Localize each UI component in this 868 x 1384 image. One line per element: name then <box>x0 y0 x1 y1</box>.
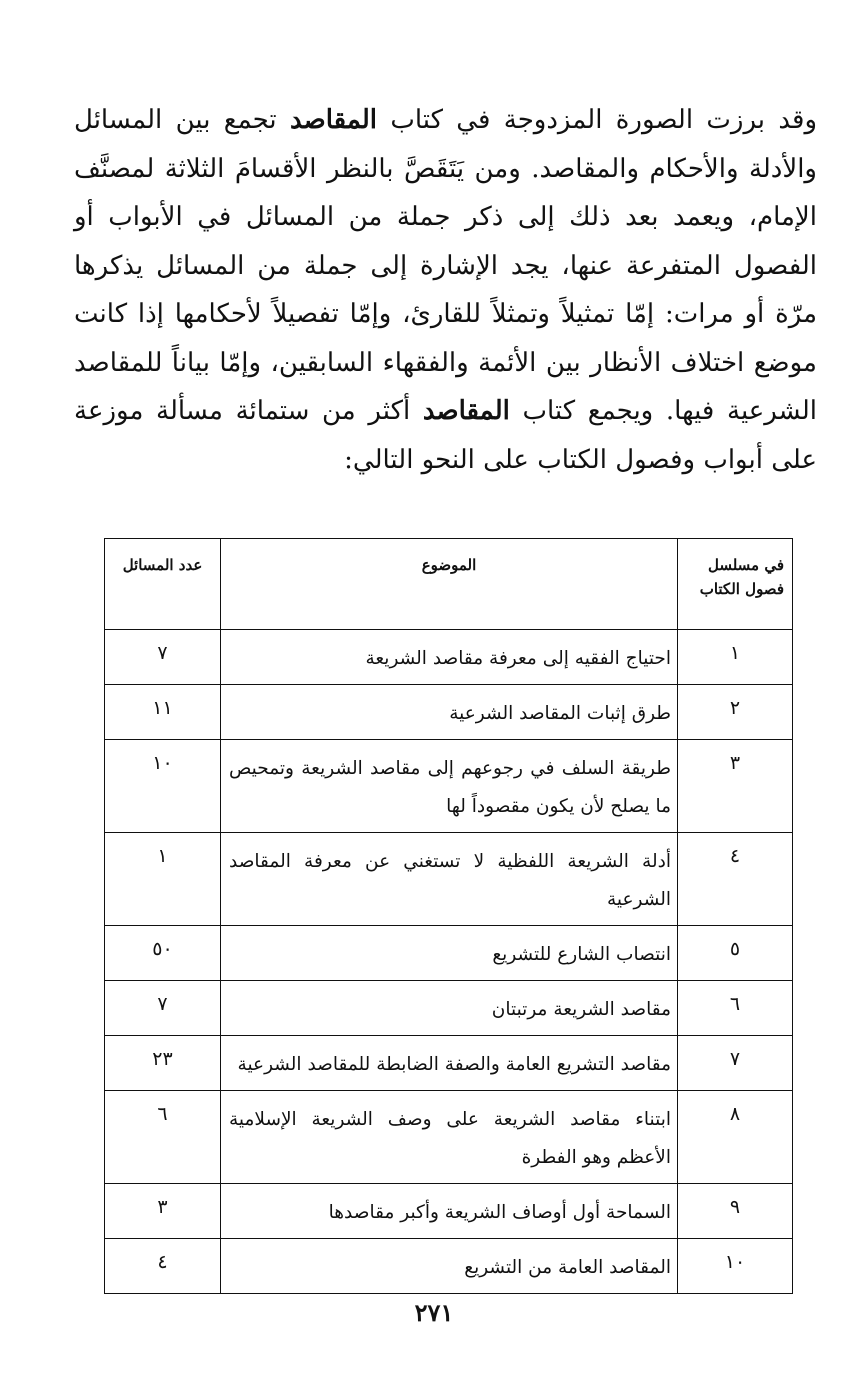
table-row <box>105 1184 793 1239</box>
row-topic: احتياج الفقيه إلى معرفة مقاصد الشريعة <box>221 630 678 685</box>
row-serial: ١٠ <box>678 1239 793 1294</box>
table-row <box>105 630 793 685</box>
row-count: ٧ <box>105 981 221 1036</box>
row-topic: انتصاب الشارع للتشريع <box>221 926 678 981</box>
page-number: ٢٧١ <box>414 1298 454 1327</box>
row-count: ٦ <box>105 1091 221 1184</box>
row-serial: ٨ <box>678 1091 793 1184</box>
row-serial: ٢ <box>678 685 793 740</box>
table-body <box>105 630 793 1294</box>
table-row <box>105 685 793 740</box>
paragraph-text-1: وقد برزت الصورة المزدوجة في كتاب <box>377 105 817 135</box>
paragraph-text-2: تجمع بين المسائل والأدلة والأحكام والمقاصد. ومن يَتَقَصَّ بالنظر الأقسامَ الثلاثة لمصنَّف الإمام، ويعمد بعد ذلك إلى ذكر جملة من المسائل في الأبواب أو الفصول المتفرعة عنها، يجد الإشارة إلى جملة من المسائل يذكرها مرّة أو مرات: إمّا تمثيلاً وتمثلاً للقارئ، وإمّا تفصيلاً لأحكامها إذا كانت موضع اختلاف الأنظار بين الأئمة والفقهاء السابقين، وإمّا بياناً للمقاصد الشرعية فيها. ويجمع كتاب <box>74 105 817 426</box>
row-count: ١ <box>105 833 221 926</box>
header-serial: في مسلسل فصول الكتاب <box>678 539 793 630</box>
book-title-bold: المقاصد <box>422 396 510 426</box>
table-row <box>105 1036 793 1091</box>
row-serial: ٣ <box>678 740 793 833</box>
table-row <box>105 740 793 833</box>
table-row <box>105 1091 793 1184</box>
row-serial: ٩ <box>678 1184 793 1239</box>
row-count: ١٠ <box>105 740 221 833</box>
body-paragraph <box>74 96 817 484</box>
table-row <box>105 926 793 981</box>
table-row <box>105 833 793 926</box>
row-topic: السماحة أول أوصاف الشريعة وأكبر مقاصدها <box>221 1184 678 1239</box>
row-serial: ٤ <box>678 833 793 926</box>
row-count: ٢٣ <box>105 1036 221 1091</box>
chapters-table <box>104 538 793 1294</box>
header-count: عدد المسائل <box>105 539 221 630</box>
row-serial: ٦ <box>678 981 793 1036</box>
header-topic: الموضوع <box>221 539 678 630</box>
row-serial: ١ <box>678 630 793 685</box>
row-count: ١١ <box>105 685 221 740</box>
row-count: ٥٠ <box>105 926 221 981</box>
row-topic: المقاصد العامة من التشريع <box>221 1239 678 1294</box>
row-count: ٣ <box>105 1184 221 1239</box>
paragraph-text-3: أكثر من ستمائة مسألة موزعة على أبواب وفصول الكتاب على النحو التالي: <box>74 396 817 475</box>
row-serial: ٧ <box>678 1036 793 1091</box>
row-topic: طريقة السلف في رجوعهم إلى مقاصد الشريعة وتمحيص ما يصلح لأن يكون مقصوداً لها <box>221 740 678 833</box>
table-header-row <box>105 539 793 630</box>
row-count: ٧ <box>105 630 221 685</box>
table-row <box>105 1239 793 1294</box>
row-serial: ٥ <box>678 926 793 981</box>
table-row <box>105 981 793 1036</box>
row-topic: ابتناء مقاصد الشريعة على وصف الشريعة الإسلامية الأعظم وهو الفطرة <box>221 1091 678 1184</box>
row-topic: طرق إثبات المقاصد الشرعية <box>221 685 678 740</box>
row-topic: أدلة الشريعة اللفظية لا تستغني عن معرفة المقاصد الشرعية <box>221 833 678 926</box>
book-title-bold: المقاصد <box>290 105 377 135</box>
row-topic: مقاصد التشريع العامة والصفة الضابطة للمقاصد الشرعية <box>221 1036 678 1091</box>
row-topic: مقاصد الشريعة مرتبتان <box>221 981 678 1036</box>
row-count: ٤ <box>105 1239 221 1294</box>
